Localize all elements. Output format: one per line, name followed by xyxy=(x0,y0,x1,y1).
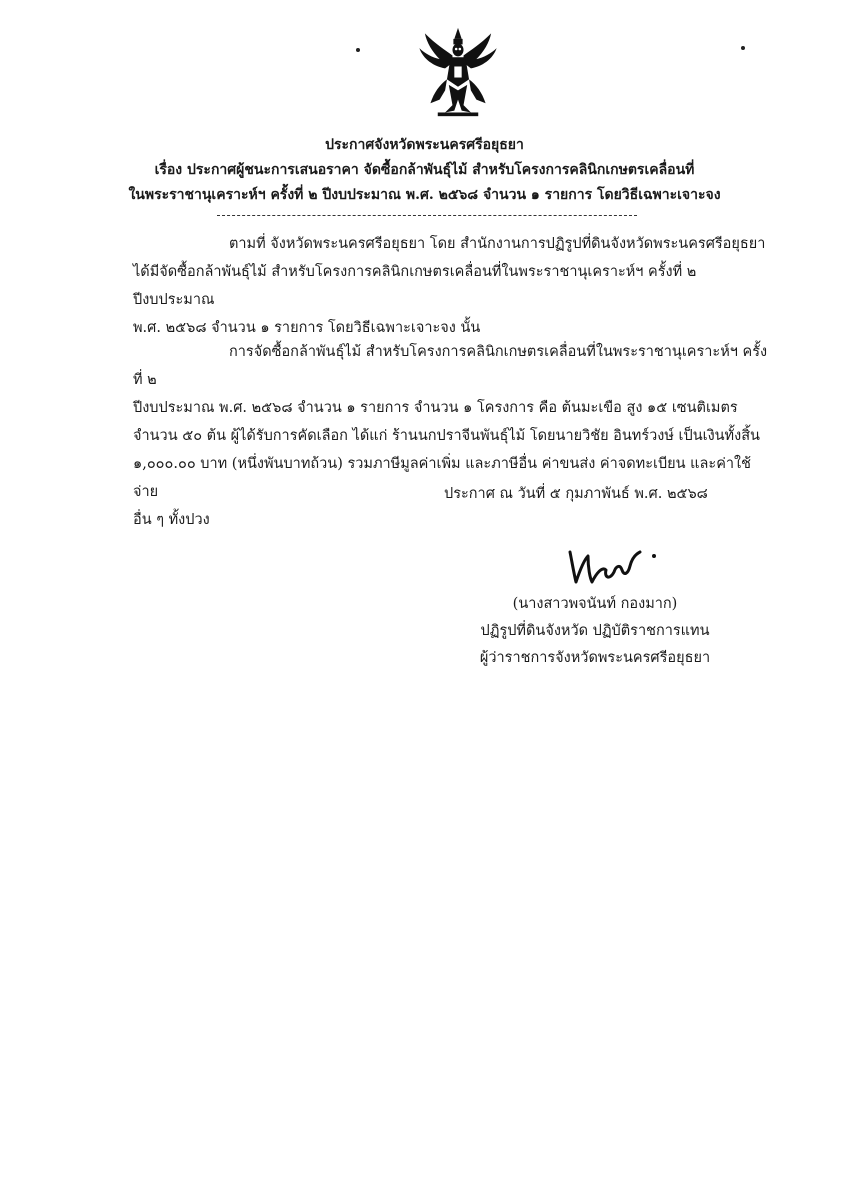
announcement-date: ประกาศ ณ วันที่ ๕ กุมภาพันธ์ พ.ศ. ๒๕๖๘ xyxy=(444,486,708,502)
paragraph-line: ตามที่ จังหวัดพระนครศรีอยุธยา โดย สำนักงานการปฏิรูปที่ดินจังหวัดพระนครศรีอยุธยา xyxy=(229,236,766,252)
paragraph-line: ปีงบประมาณ พ.ศ. ๒๕๖๘ จำนวน ๑ รายการ จำนวน ๑ โครงการ คือ ต้นมะเขือ สูง ๑๕ เซนติเมตร xyxy=(133,400,738,416)
garuda-emblem-icon xyxy=(412,26,504,118)
paragraph-line: ได้มีจัดซื้อกล้าพันธุ์ไม้ สำหรับโครงการคลินิกเกษตรเคลื่อนที่ในพระราชานุเคราะห์ฯ ครั้งที่ ๒ ปีงบประมาณ xyxy=(133,264,697,308)
announcement-subject: เรื่อง ประกาศผู้ชนะการเสนอราคา จัดซื้อกล้าพันธุ์ไม้ สำหรับโครงการคลินิกเกษตรเคลื่อนที่ xyxy=(154,162,695,178)
announcement-subject-cont: ในพระราชานุเคราะห์ฯ ครั้งที่ ๒ ปีงบประมาณ พ.ศ. ๒๕๖๘ จำนวน ๑ รายการ โดยวิธีเฉพาะเจาะจง xyxy=(128,187,721,203)
announcement-title: ประกาศจังหวัดพระนครศรีอยุธยา xyxy=(325,137,524,153)
signature-block xyxy=(470,591,720,672)
signatory-position: ปฏิรูปที่ดินจังหวัด ปฏิบัติราชการแทน xyxy=(480,623,710,639)
scan-speck xyxy=(741,46,745,50)
paragraph-line: จำนวน ๕๐ ต้น ผู้ได้รับการคัดเลือก ได้แก่ ร้านนกปราจีนพันธุ์ไม้ โดยนายวิชัย อินทร์วงษ์ เป็นเงินทั้งสิ้น xyxy=(133,428,760,444)
paragraph-line: อื่น ๆ ทั้งปวง xyxy=(133,512,210,528)
paragraph-line: พ.ศ. ๒๕๖๘ จำนวน ๑ รายการ โดยวิธีเฉพาะเจาะจง นั้น xyxy=(133,320,481,336)
dashed-divider xyxy=(217,215,637,216)
handwritten-signature-icon xyxy=(562,540,662,590)
paragraph-line: ๑,๐๐๐.๐๐ บาท (หนึ่งพันบาทถ้วน) รวมภาษีมูลค่าเพิ่ม และภาษีอื่น ค่าขนส่ง ค่าจดทะเบียน และค่าใช้จ่าย xyxy=(133,456,751,500)
scan-speck xyxy=(356,48,360,52)
paragraph-line: การจัดซื้อกล้าพันธุ์ไม้ สำหรับโครงการคลินิกเกษตรเคลื่อนที่ในพระราชานุเคราะห์ฯ ครั้งที่ ๒ xyxy=(133,344,768,388)
signatory-name: (นางสาวพจนันท์ กองมาก) xyxy=(512,596,678,612)
signatory-position-2: ผู้ว่าราชการจังหวัดพระนครศรีอยุธยา xyxy=(479,650,711,666)
paragraph-intro xyxy=(133,230,773,342)
